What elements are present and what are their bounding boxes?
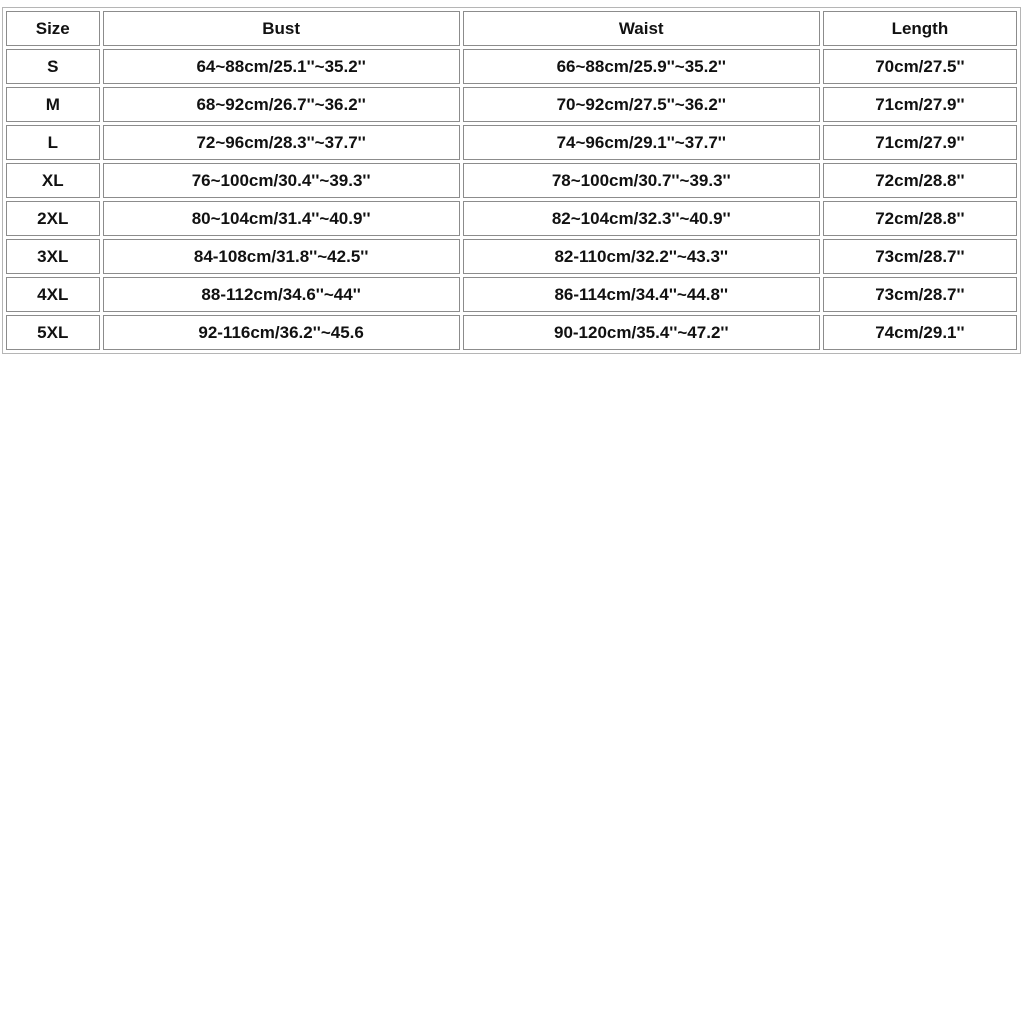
bust-cell: 64~88cm/25.1''~35.2'' (103, 49, 460, 84)
length-cell: 71cm/27.9'' (823, 87, 1017, 122)
waist-cell: 82~104cm/32.3''~40.9'' (463, 201, 820, 236)
waist-cell: 90-120cm/35.4''~47.2'' (463, 315, 820, 350)
size-chart-table (2, 7, 1021, 354)
table-row (6, 277, 1017, 312)
table-row (6, 163, 1017, 198)
waist-cell: 82-110cm/32.2''~43.3'' (463, 239, 820, 274)
length-cell: 70cm/27.5'' (823, 49, 1017, 84)
table-row (6, 201, 1017, 236)
bust-cell: 76~100cm/30.4''~39.3'' (103, 163, 460, 198)
size-cell: 3XL (6, 239, 100, 274)
waist-cell: 70~92cm/27.5''~36.2'' (463, 87, 820, 122)
size-cell: S (6, 49, 100, 84)
header-waist: Waist (463, 11, 820, 46)
size-cell: 2XL (6, 201, 100, 236)
size-cell: M (6, 87, 100, 122)
bust-cell: 80~104cm/31.4''~40.9'' (103, 201, 460, 236)
size-cell: L (6, 125, 100, 160)
header-bust: Bust (103, 11, 460, 46)
length-cell: 72cm/28.8'' (823, 163, 1017, 198)
table-row (6, 239, 1017, 274)
size-cell: 5XL (6, 315, 100, 350)
length-cell: 72cm/28.8'' (823, 201, 1017, 236)
table-row (6, 87, 1017, 122)
length-cell: 74cm/29.1'' (823, 315, 1017, 350)
bust-cell: 68~92cm/26.7''~36.2'' (103, 87, 460, 122)
bust-cell: 88-112cm/34.6''~44'' (103, 277, 460, 312)
table-row (6, 125, 1017, 160)
bust-cell: 72~96cm/28.3''~37.7'' (103, 125, 460, 160)
size-cell: XL (6, 163, 100, 198)
header-size: Size (6, 11, 100, 46)
length-cell: 73cm/28.7'' (823, 239, 1017, 274)
table-row (6, 49, 1017, 84)
length-cell: 71cm/27.9'' (823, 125, 1017, 160)
waist-cell: 66~88cm/25.9''~35.2'' (463, 49, 820, 84)
waist-cell: 74~96cm/29.1''~37.7'' (463, 125, 820, 160)
header-row (6, 11, 1017, 46)
header-length: Length (823, 11, 1017, 46)
bust-cell: 84-108cm/31.8''~42.5'' (103, 239, 460, 274)
waist-cell: 78~100cm/30.7''~39.3'' (463, 163, 820, 198)
table-row (6, 315, 1017, 350)
size-cell: 4XL (6, 277, 100, 312)
length-cell: 73cm/28.7'' (823, 277, 1017, 312)
bust-cell: 92-116cm/36.2''~45.6 (103, 315, 460, 350)
waist-cell: 86-114cm/34.4''~44.8'' (463, 277, 820, 312)
